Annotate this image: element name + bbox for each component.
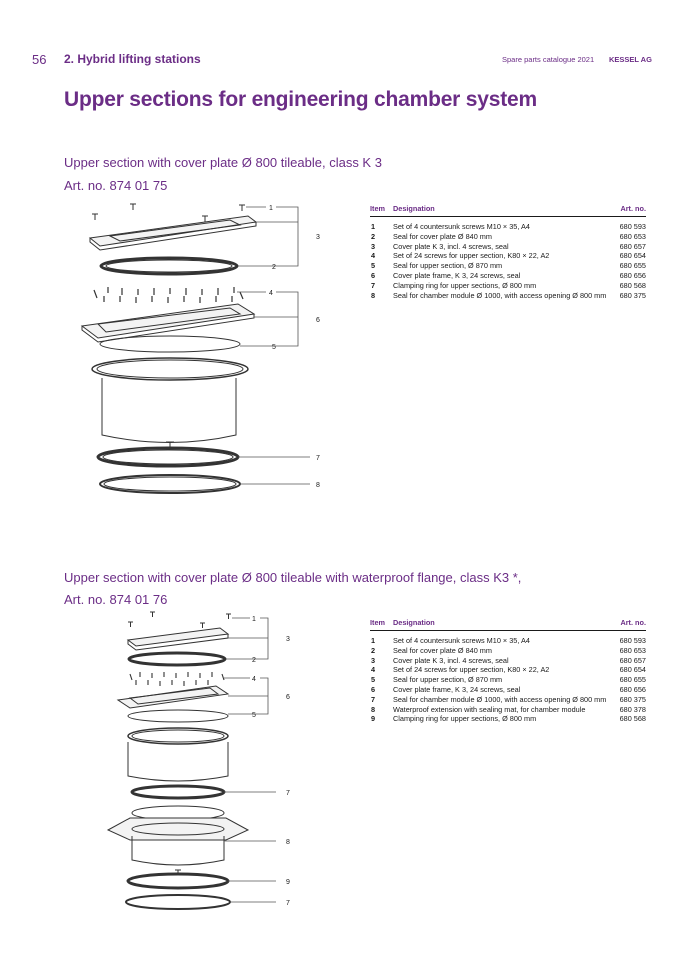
- table-row: [370, 665, 646, 675]
- row-art-no: 680 568: [619, 280, 646, 290]
- row-art-no: 680 655: [619, 675, 646, 685]
- page-title: Upper sections for engineering chamber system: [64, 88, 537, 111]
- callout: 7: [286, 900, 290, 907]
- table-row: [370, 232, 646, 242]
- section-1-subtitle: Upper section with cover plate Ø 800 tileable, class K 3: [64, 155, 382, 170]
- row-designation: Set of 4 countersunk screws M10 × 35, A4: [393, 636, 530, 645]
- row-designation: Set of 24 screws for upper section, K80 × 22, A2: [393, 251, 550, 261]
- screw-row-icon: [130, 672, 224, 686]
- cover-seal-shape: [129, 653, 225, 665]
- cover-plate-shape: [128, 628, 228, 646]
- row-item: 7: [371, 280, 376, 290]
- table-row: [370, 705, 646, 715]
- row-art-no: 680 655: [619, 261, 646, 271]
- row-art-no: 680 653: [619, 645, 646, 655]
- section-2-parts-table: [370, 618, 646, 724]
- column-header-item: Item: [370, 204, 393, 217]
- row-art-no: 680 657: [619, 241, 646, 251]
- column-header-designation: Designation: [393, 204, 613, 217]
- callout: 2: [272, 264, 276, 271]
- table-row: [370, 217, 646, 232]
- row-designation: Seal for upper section, Ø 870 mm: [393, 261, 503, 271]
- section-2-exploded-drawing: [100, 608, 310, 914]
- table-row: [370, 714, 646, 724]
- row-item: 6: [371, 684, 376, 694]
- row-designation: Cover plate K 3, incl. 4 screws, seal: [393, 655, 509, 665]
- row-item: 8: [371, 704, 376, 714]
- table-row: [370, 261, 646, 271]
- table-row: [370, 656, 646, 666]
- row-designation: Seal for cover plate Ø 840 mm: [393, 645, 492, 655]
- row-item: 7: [371, 694, 376, 704]
- chapter-title: 2. Hybrid lifting stations: [64, 52, 201, 66]
- row-item: 2: [371, 231, 376, 241]
- upper-section-seal-shape: [128, 710, 228, 722]
- row-item: 6: [371, 270, 376, 280]
- callout: 8: [316, 482, 320, 489]
- screw-row-icon: [94, 287, 243, 303]
- column-header-item: Item: [370, 618, 393, 631]
- row-designation: Set of 24 screws for upper section, K80 × 22, A2: [393, 665, 550, 675]
- row-item: 3: [371, 241, 376, 251]
- row-item: 8: [371, 290, 376, 300]
- table-row: [370, 251, 646, 261]
- row-designation: Seal for cover plate Ø 840 mm: [393, 231, 492, 241]
- table-row: [370, 242, 646, 252]
- table-row: [370, 685, 646, 695]
- row-art-no: 680 654: [619, 665, 646, 675]
- row-item: 1: [371, 636, 376, 645]
- row-art-no: 680 375: [619, 290, 646, 300]
- row-designation: Clamping ring for upper sections, Ø 800 mm: [393, 280, 537, 290]
- table-row: [370, 631, 646, 646]
- upper-section-body-shape: [102, 378, 236, 443]
- row-item: 9: [371, 714, 376, 724]
- row-designation: Cover plate frame, K 3, 24 screws, seal: [393, 684, 521, 694]
- row-item: 4: [371, 665, 376, 675]
- column-header-art-no: Art. no.: [613, 618, 646, 631]
- row-designation: Cover plate K 3, incl. 4 screws, seal: [393, 241, 509, 251]
- callout: 7: [316, 455, 320, 462]
- row-item: 2: [371, 645, 376, 655]
- row-art-no: 680 656: [619, 684, 646, 694]
- callout: 7: [286, 790, 290, 797]
- frame-shape: [82, 304, 254, 338]
- row-art-no: 680 593: [619, 636, 646, 645]
- callout: 9: [286, 879, 290, 886]
- callout: 4: [252, 676, 256, 683]
- row-art-no: 680 653: [619, 231, 646, 241]
- section-1-art-no: Art. no. 874 01 75: [64, 178, 168, 193]
- row-designation: Cover plate frame, K 3, 24 screws, seal: [393, 270, 521, 280]
- table-row: [370, 291, 646, 301]
- callout: 4: [269, 290, 273, 297]
- row-art-no: 680 375: [619, 694, 646, 704]
- section-2-art-no: Art. no. 874 01 76: [64, 592, 168, 607]
- table-row: [370, 675, 646, 685]
- row-item: 4: [371, 251, 376, 261]
- upper-section-body-shape: [128, 742, 228, 781]
- row-designation: Clamping ring for upper sections, Ø 800 mm: [393, 714, 537, 724]
- callout: 5: [252, 712, 256, 719]
- row-item: 5: [371, 261, 376, 271]
- row-designation: Seal for chamber module Ø 1000, with access opening Ø 800 mm: [393, 694, 607, 704]
- clamping-ring-shape: [98, 448, 238, 466]
- callout: 1: [252, 616, 256, 623]
- row-art-no: 680 656: [619, 270, 646, 280]
- section-1-parts-table: [370, 204, 646, 300]
- chamber-seal-shape: [100, 475, 240, 493]
- row-designation: Seal for upper section, Ø 870 mm: [393, 675, 503, 685]
- page-number: 56: [32, 52, 47, 67]
- row-designation: Waterproof extension with sealing mat, for chamber module: [393, 704, 586, 714]
- callout: 5: [272, 344, 276, 351]
- callout: 6: [316, 317, 320, 324]
- upper-section-seal-shape: [100, 336, 240, 352]
- section-1-exploded-drawing: [80, 192, 340, 500]
- row-designation: Set of 4 countersunk screws M10 × 35, A4: [393, 222, 530, 231]
- catalog-name: Spare parts catalogue 2021: [502, 55, 595, 64]
- callout: 3: [286, 636, 290, 643]
- callout: 8: [286, 839, 290, 846]
- section-2-subtitle: Upper section with cover plate Ø 800 tileable with waterproof flange, class K3 *,: [64, 570, 522, 585]
- row-art-no: 680 657: [619, 655, 646, 665]
- row-designation: Seal for chamber module Ø 1000, with access opening Ø 800 mm: [393, 290, 607, 300]
- row-item: 5: [371, 675, 376, 685]
- column-header-designation: Designation: [393, 618, 613, 631]
- row-art-no: 680 378: [619, 704, 646, 714]
- waterproof-extension-shape: [108, 818, 248, 840]
- table-row: [370, 695, 646, 705]
- row-art-no: 680 568: [619, 714, 646, 724]
- row-art-no: 680 654: [619, 251, 646, 261]
- callout: 6: [286, 694, 290, 701]
- column-header-art-no: Art. no.: [613, 204, 646, 217]
- clamping-ring-shape: [128, 874, 228, 888]
- row-item: 3: [371, 655, 376, 665]
- table-row: [370, 646, 646, 656]
- table-row: [370, 271, 646, 281]
- row-item: 1: [371, 222, 376, 231]
- company-name: KESSEL AG: [609, 55, 652, 64]
- screws-icon: [128, 612, 231, 628]
- callout: 2: [252, 657, 256, 664]
- callout: 1: [269, 205, 273, 212]
- row-art-no: 680 593: [619, 222, 646, 231]
- table-row: [370, 281, 646, 291]
- seal-7-shape: [132, 786, 224, 798]
- callout: 3: [316, 234, 320, 241]
- chamber-seal-shape: [126, 895, 230, 909]
